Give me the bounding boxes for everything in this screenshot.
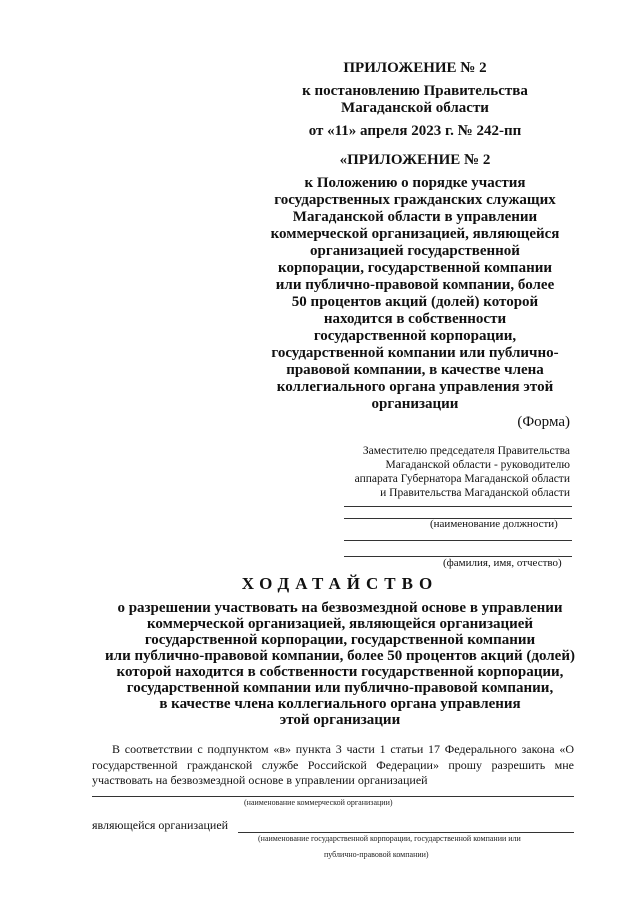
appendix-line-1: к постановлению Правительства: [302, 83, 528, 99]
subject-line: коммерческой организацией, являющейся организацией: [146, 616, 534, 632]
appendix-line-2: Магаданской области: [341, 100, 489, 116]
corporation-caption-line-1: (наименование государственной корпорации, государственной компании или: [258, 834, 521, 843]
organization-caption: (наименование коммерческой организации): [244, 798, 393, 807]
subject-line: в качестве члена коллегиального органа управления: [159, 696, 521, 712]
subject-line: которой находится в собственности государственной корпорации,: [116, 664, 564, 680]
appendix-date-line: от «11» апреля 2023 г. № 242-пп: [308, 123, 522, 139]
addressee-line: и Правительства Магаданской области: [380, 487, 570, 499]
petition-subject: [90, 600, 590, 728]
inner-line: к Положению о порядке участия: [304, 175, 526, 191]
inner-line: находится в собственности: [323, 311, 507, 327]
inner-appendix-title: «ПРИЛОЖЕНИЕ № 2: [339, 152, 491, 168]
name-caption: (фамилия, имя, отчество): [443, 557, 562, 569]
petition-title: ХОДАТАЙСТВО: [241, 574, 439, 593]
subject-line: о разрешении участвовать на безвозмездной основе в управлении: [117, 600, 563, 616]
addressee-line: Магаданской области - руководителю: [385, 459, 570, 471]
inner-line: организацией государственной: [310, 243, 520, 259]
form-label: (Форма): [517, 414, 570, 430]
inner-appendix-block: [270, 152, 560, 413]
appendix-title: ПРИЛОЖЕНИЕ № 2: [343, 60, 487, 76]
addressee-line: Заместителю председателя Правительства: [362, 445, 570, 457]
addressee-block: [330, 444, 570, 500]
corporation-caption-line-2: публично-правовой компании): [324, 850, 429, 859]
inner-line: Магаданской области в управлении: [292, 209, 538, 225]
appendix-block: [270, 60, 560, 140]
corporation-name-line[interactable]: [238, 832, 574, 833]
inner-line: или публично-правовой компании, более: [275, 277, 555, 293]
position-caption: (наименование должности): [430, 518, 558, 530]
organization-name-line[interactable]: [92, 796, 574, 797]
inner-line: коллегиального органа управления этой: [276, 379, 554, 395]
position-line-1[interactable]: [344, 506, 572, 507]
inner-line: правовой компании, в качестве члена: [286, 362, 544, 378]
name-line-1[interactable]: [344, 540, 572, 541]
inner-line: государственной корпорации,: [313, 328, 517, 344]
inner-line: 50 процентов акций (долей) которой: [291, 294, 539, 310]
inner-line: организации: [371, 396, 459, 412]
inner-line: государственных гражданских служащих: [274, 192, 556, 208]
petition-body: В соответствии с подпунктом «в» пункта 3 части 1 статьи 17 Федерального закона «О государственной гражданской службе Российской Федерации» прошу разрешить мне участвовать на безвозмездной основе в управлении организацией: [92, 742, 574, 787]
inner-line: коммерческой организацией, являющейся: [270, 226, 560, 242]
inner-line: государственной компании или публично-: [271, 345, 559, 361]
being-organization-label: являющейся организацией: [92, 818, 229, 832]
addressee-line: аппарата Губернатора Магаданской области: [354, 473, 570, 485]
inner-line: корпорации, государственной компании: [278, 260, 552, 276]
subject-line: государственной корпорации, государственной компании: [144, 632, 536, 648]
subject-line: государственной компании или публично-правовой компании,: [126, 680, 554, 696]
subject-line: этой организации: [279, 712, 401, 728]
subject-line: или публично-правовой компании, более 50 процентов акций (долей): [105, 648, 575, 664]
